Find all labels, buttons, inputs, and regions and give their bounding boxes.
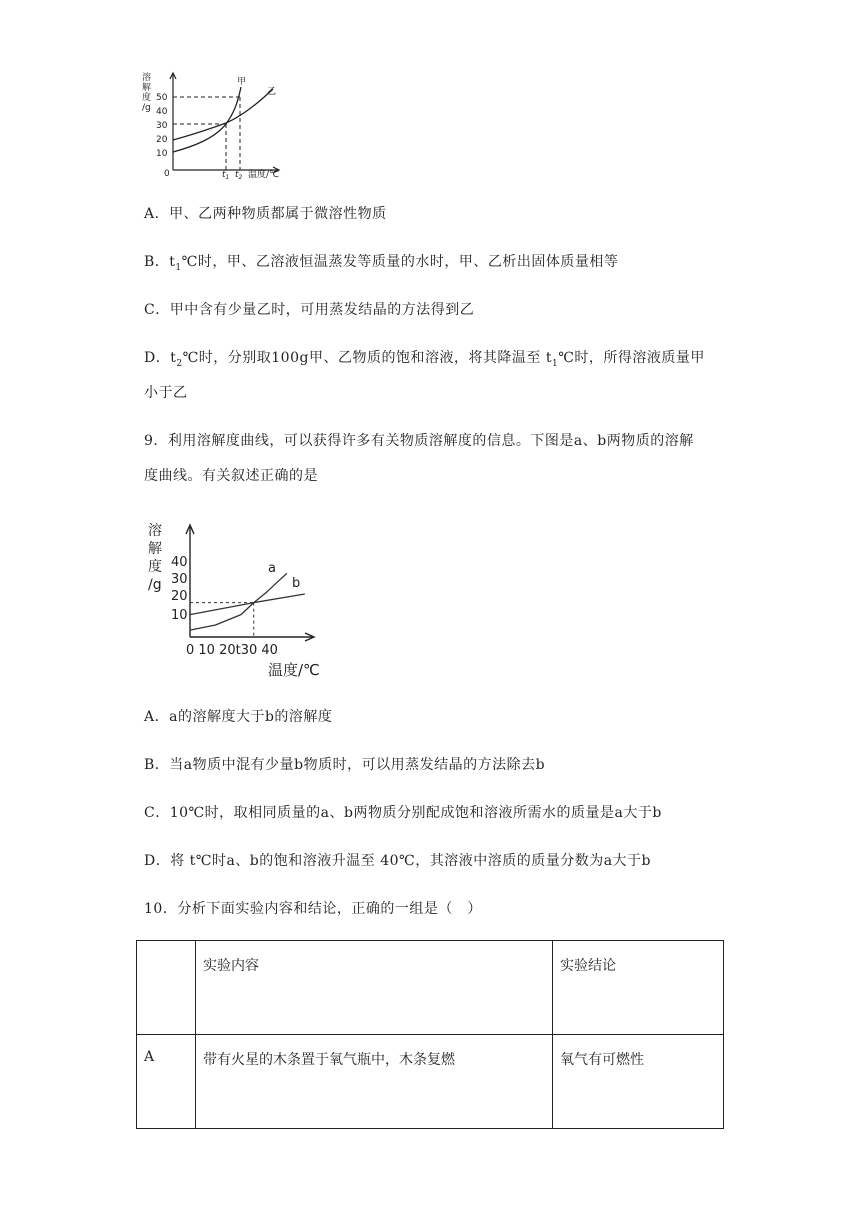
q9-option-c: C．10℃时，取相同质量的a、b两物质分别配成饱和溶液所需水的质量是a大于b [144, 805, 662, 821]
q8-option-d-p3: ℃时，所得溶液质量甲 [558, 350, 705, 366]
y-tick-30: 30 [156, 121, 168, 131]
table-cell: A [137, 1035, 196, 1129]
table-cell: 氧气有可燃性 [553, 1035, 724, 1129]
x-axis-label: 温度/℃ [248, 170, 280, 180]
x-tick-t1: $t_1$ [222, 170, 230, 181]
y-tick-50: 50 [156, 93, 168, 103]
series-label-jia: 甲 [237, 77, 247, 87]
y-tick-40: 40 [156, 107, 168, 117]
table-header-cell: 实验结论 [553, 941, 724, 1035]
q9-option-a: A．a的溶解度大于b的溶解度 [144, 709, 333, 725]
y-label-char-4: /g [142, 103, 151, 113]
table-row [137, 1035, 724, 1129]
q9-stem-line2: 度曲线。有关叙述正确的是 [144, 468, 318, 484]
q8-option-c: C．甲中含有少量乙时，可用蒸发结晶的方法得到乙 [144, 302, 475, 318]
y-tick-10: 10 [171, 608, 188, 623]
q8-option-d-sub1: 2 [176, 358, 183, 369]
q10-table [136, 940, 724, 1129]
series-line-b [190, 594, 305, 615]
y-tick-30: 30 [171, 572, 188, 587]
q9-option-b: B．当a物质中混有少量b物质时，可以用蒸发结晶的方法除去b [144, 757, 546, 773]
q8-option-d-p1: D．t [144, 350, 177, 366]
y-tick-10: 10 [156, 149, 168, 159]
x-axis-label: 温度/℃ [268, 661, 320, 679]
origin-label: 0 [164, 169, 170, 179]
q9-option-d: D．将 t℃时a、b的饱和溶液升温至 40℃，其溶液中溶质的质量分数为a大于b [144, 853, 652, 869]
y-label-char-1: 溶 [148, 523, 162, 539]
x-tick-t2: $t_2$ [235, 170, 243, 181]
y-label-char-3: 度 [142, 93, 152, 103]
y-label-char-4: /g [148, 577, 162, 593]
q10-stem: 10．分析下面实验内容和结论，正确的一组是（ ） [144, 901, 482, 917]
series-line-a [190, 573, 287, 630]
y-label-char-2: 解 [142, 83, 152, 93]
q8-option-b-prefix: B．t [144, 254, 176, 270]
series-label-b: b [292, 576, 301, 591]
y-tick-40: 40 [171, 555, 188, 570]
y-label-char-2: 解 [148, 541, 162, 557]
series-label-a: a [268, 561, 276, 576]
table-header-cell [137, 941, 196, 1035]
q8-option-b [144, 252, 618, 278]
table-cell: 带有火星的木条置于氧气瓶中，木条复燃 [196, 1035, 553, 1129]
q8-option-d-line2: 小于乙 [144, 385, 188, 401]
y-label-char-3: 度 [148, 559, 162, 575]
series-label-yi: 乙 [267, 87, 277, 97]
q8-option-d [144, 348, 705, 374]
table-header-cell: 实验内容 [196, 941, 553, 1035]
y-label-char-1: 溶 [142, 73, 152, 83]
table-header-row [137, 941, 724, 1035]
y-tick-20: 20 [156, 135, 168, 145]
x-tick-labels: 0 10 20t30 40 [186, 643, 278, 658]
solubility-chart-jia-yi [140, 70, 300, 185]
q8-option-b-sub: 1 [175, 262, 182, 273]
q8-option-b-suffix: ℃时，甲、乙溶液恒温蒸发等质量的水时，甲、乙析出固体质量相等 [181, 254, 619, 270]
q8-option-a: A．甲、乙两种物质都属于微溶性物质 [144, 206, 387, 222]
y-tick-20: 20 [171, 589, 188, 604]
q8-option-d-sub2: 1 [552, 358, 559, 369]
q8-option-d-p2: ℃时，分别取100g甲、乙物质的饱和溶液，将其降温至 t [182, 350, 553, 366]
solubility-chart-a-b [140, 515, 340, 680]
q9-stem-line1: 9．利用溶解度曲线，可以获得许多有关物质溶解度的信息。下图是a、b两物质的溶解 [144, 433, 694, 449]
